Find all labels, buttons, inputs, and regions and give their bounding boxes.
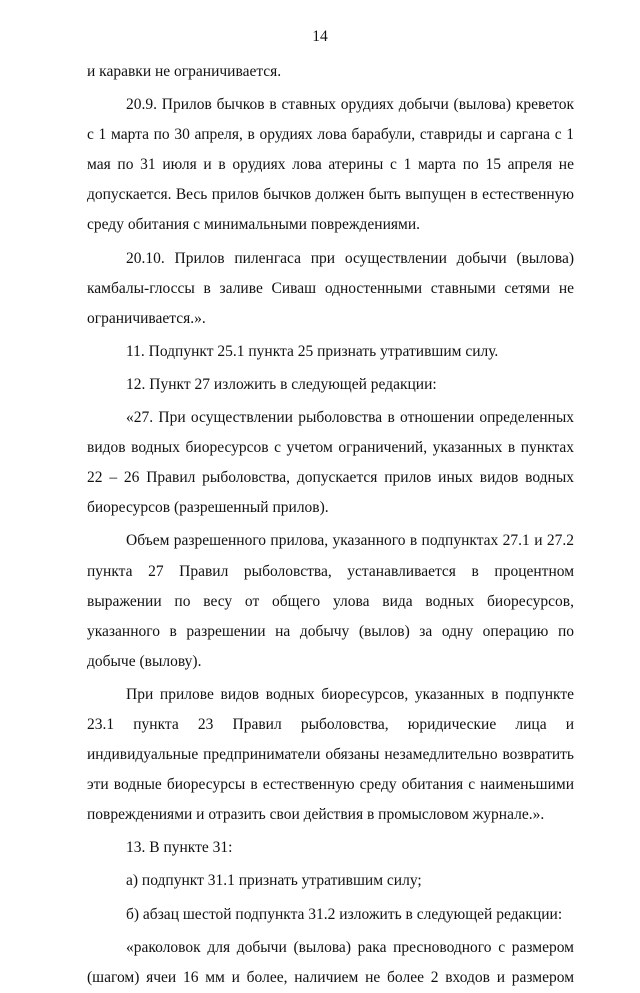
paragraph-item-13: 13. В пункте 31: [126, 839, 233, 857]
paragraph-13-b: б) абзац шестой подпункта 31.2 изложить в следующей редакции: [126, 905, 563, 923]
paragraph-bycatch-return: При прилове видов водных биоресурсов, указанных в подпункте 23.1 пункта 23 Правил рыболовства, юридические лица и индивидуальные предприниматели обязаны незамедлительно возвратить эти водные биоресурсы в естественную среду обитания с наименьшими повреждениями и отразить свои действия в промысловом журнале.». [87, 685, 574, 824]
paragraph-27: «27. При осуществлении рыболовства в отношении определенных видов водных биоресурсов с учетом ограничений, указанных в пунктах 22 – 26 Правил рыболовства, допускается прилов иных видов водных биоресурсов (разрешенный прилов). [87, 409, 574, 517]
paragraph-allowed-volume: Объем разрешенного прилова, указанного в подпунктах 27.1 и 27.2 пункта 27 Правил рыболовства, устанавливается в процентном выражении по весу от общего улова вида водных биоресурсов, указанного в разрешении на добычу (вылов) за одну операцию по добыче (вылову). [87, 532, 574, 670]
paragraph-13-a: а) подпункт 31.1 признать утратившим силу; [126, 872, 422, 890]
paragraph-20-9: 20.9. Прилов бычков в ставных орудиях добычи (вылова) креветок с 1 марта по 30 апреля, в орудиях лова барабули, ставриды и саргана с 1 мая по 31 июля и в орудиях лова атерины с 1 марта по 15 апреля не допускается. Весь прилов бычков должен быть выпущен в естественную среду обитания с минимальными повреждениями. [87, 96, 574, 234]
document-body [87, 57, 574, 993]
paragraph-item-12: 12. Пункт 27 изложить в следующей редакции: [126, 375, 437, 393]
paragraph-item-11: 11. Подпункт 25.1 пункта 25 признать утратившим силу. [126, 342, 499, 360]
paragraph-20-10: 20.10. Прилов пиленгаса при осуществлении добычи (вылова) камбалы-глоссы в заливе Сиваш одностенными ставными сетями не ограничивается.». [87, 249, 574, 327]
paragraph-continuation: и каравки не ограничивается. [87, 63, 282, 80]
page-number: 14 [312, 28, 328, 45]
paragraph-crayfish-traps: «раколовок для добычи (вылова) рака пресноводного с размером (шагом) ячеи 16 мм и более, наличием не более 2 входов и размером [87, 938, 574, 986]
